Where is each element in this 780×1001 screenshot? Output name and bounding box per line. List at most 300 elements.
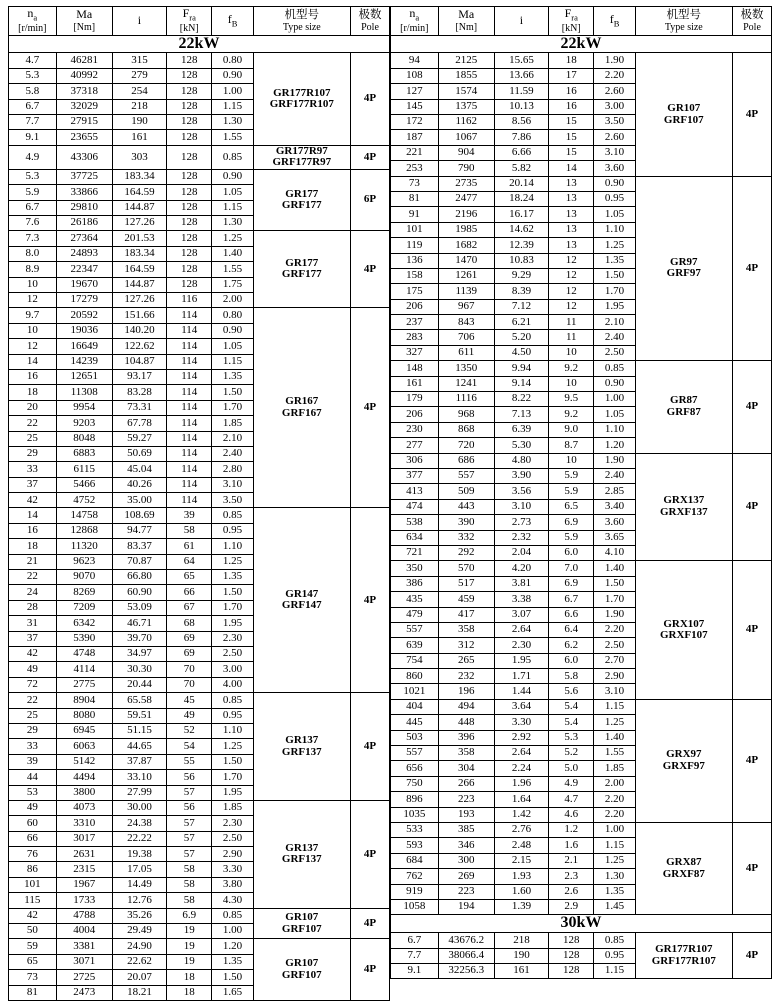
col-header-na: $n_a$ [r/min] — [9, 7, 57, 36]
cell-ma: 266 — [438, 776, 494, 791]
cell-i: 164.59 — [112, 262, 166, 277]
cell-fra: 55 — [167, 754, 212, 769]
cell-i: 2.24 — [494, 761, 548, 776]
cell-i: 13.66 — [494, 68, 548, 83]
cell-fb: 1.00 — [594, 822, 635, 837]
cell-ma: 12868 — [56, 523, 112, 538]
col-header-fra: $F_{ra}$ [kN] — [549, 7, 594, 36]
cell-i: 10.83 — [494, 253, 548, 268]
col-header-fra: $F_{ra}$ [kN] — [167, 7, 212, 36]
cell-fra: 6.4 — [549, 622, 594, 637]
cell-ma: 6115 — [56, 462, 112, 477]
cell-pole: 4P — [733, 822, 772, 914]
table-row — [391, 699, 772, 714]
cell-fra: 128 — [167, 145, 212, 169]
cell-i: 65.58 — [112, 693, 166, 708]
cell-fb: 1.25 — [594, 853, 635, 868]
cell-i: 140.20 — [112, 323, 166, 338]
cell-fb: 2.30 — [212, 816, 253, 831]
cell-na: 919 — [391, 884, 439, 899]
cell-fb: 1.50 — [212, 754, 253, 769]
cell-fb: 3.40 — [594, 499, 635, 514]
cell-ma: 269 — [438, 869, 494, 884]
power-section-row — [9, 35, 390, 53]
cell-na: 161 — [391, 376, 439, 391]
cell-fb: 1.95 — [212, 616, 253, 631]
cell-fra: 12 — [549, 284, 594, 299]
cell-na: 14 — [9, 508, 57, 523]
cell-fra: 17 — [549, 68, 594, 83]
cell-fb: 1.25 — [594, 715, 635, 730]
cell-na: 6.7 — [391, 933, 439, 948]
cell-na: 860 — [391, 669, 439, 684]
cell-fra: 2.1 — [549, 853, 594, 868]
cell-i: 33.10 — [112, 770, 166, 785]
cell-na: 24 — [9, 585, 57, 600]
cell-fb: 0.95 — [594, 948, 635, 963]
cell-i: 2.64 — [494, 622, 548, 637]
cell-fra: 114 — [167, 369, 212, 384]
cell-type-size: GR177R97 GRF177R97 — [253, 145, 350, 169]
cell-fra: 5.4 — [549, 699, 594, 714]
cell-na: 187 — [391, 130, 439, 145]
cell-fra: 12 — [549, 299, 594, 314]
cell-fb: 1.30 — [594, 869, 635, 884]
cell-i: 3.30 — [494, 715, 548, 730]
cell-fb: 2.40 — [594, 330, 635, 345]
cell-i: 12.39 — [494, 238, 548, 253]
cell-i: 20.44 — [112, 677, 166, 692]
cell-fra: 61 — [167, 539, 212, 554]
cell-fb: 1.15 — [594, 699, 635, 714]
cell-ma: 2473 — [56, 985, 112, 1000]
cell-na: 377 — [391, 469, 439, 484]
cell-fra: 128 — [167, 84, 212, 99]
cell-ma: 2477 — [438, 191, 494, 206]
col-header-fb: $f_B$ — [212, 7, 253, 36]
cell-na: 6.7 — [9, 200, 57, 215]
cell-fb: 3.10 — [594, 145, 635, 160]
cell-na: 145 — [391, 99, 439, 114]
cell-type-size: GRX97 GRXF97 — [635, 699, 732, 822]
cell-fra: 10 — [549, 376, 594, 391]
cell-ma: 265 — [438, 653, 494, 668]
cell-na: 277 — [391, 438, 439, 453]
cell-ma: 6883 — [56, 446, 112, 461]
cell-fra: 6.2 — [549, 638, 594, 653]
cell-fra: 13 — [549, 191, 594, 206]
cell-na: 684 — [391, 853, 439, 868]
cell-i: 122.62 — [112, 339, 166, 354]
cell-ma: 517 — [438, 576, 494, 591]
cell-i: 3.90 — [494, 469, 548, 484]
cell-i: 2.15 — [494, 853, 548, 868]
cell-fb: 0.80 — [212, 308, 253, 323]
cell-na: 28 — [9, 600, 57, 615]
cell-fb: 1.70 — [594, 284, 635, 299]
cell-pole: 4P — [351, 53, 390, 145]
cell-fra: 2.9 — [549, 899, 594, 914]
cell-na: 593 — [391, 838, 439, 853]
cell-i: 2.92 — [494, 730, 548, 745]
cell-fra: 128 — [167, 130, 212, 145]
cell-fra: 128 — [167, 68, 212, 83]
cell-na: 158 — [391, 268, 439, 283]
cell-type-size: GR137 GRF137 — [253, 800, 350, 908]
cell-fb: 3.50 — [212, 493, 253, 508]
cell-i: 8.56 — [494, 115, 548, 130]
cell-na: 42 — [9, 493, 57, 508]
left-table-wrap — [8, 6, 390, 999]
cell-i: 16.17 — [494, 207, 548, 222]
cell-ma: 304 — [438, 761, 494, 776]
cell-ma: 9070 — [56, 570, 112, 585]
cell-ma: 686 — [438, 453, 494, 468]
cell-na: 14 — [9, 354, 57, 369]
cell-fb: 1.25 — [212, 739, 253, 754]
cell-i: 44.65 — [112, 739, 166, 754]
cell-i: 161 — [494, 963, 548, 978]
cell-fra: 12 — [549, 253, 594, 268]
cell-i: 3.10 — [494, 499, 548, 514]
cell-ma: 5390 — [56, 631, 112, 646]
cell-i: 18.24 — [494, 191, 548, 206]
cell-fb: 0.85 — [594, 933, 635, 948]
cell-i: 151.66 — [112, 308, 166, 323]
cell-ma: 1985 — [438, 222, 494, 237]
cell-fra: 15 — [549, 130, 594, 145]
cell-na: 5.3 — [9, 68, 57, 83]
cell-fb: 1.85 — [594, 761, 635, 776]
cell-fra: 11 — [549, 315, 594, 330]
cell-fb: 0.85 — [212, 508, 253, 523]
cell-i: 3.81 — [494, 576, 548, 591]
cell-fb: 2.50 — [212, 831, 253, 846]
cell-na: 108 — [391, 68, 439, 83]
cell-na: 25 — [9, 431, 57, 446]
cell-ma: 26186 — [56, 216, 112, 231]
cell-fb: 2.20 — [594, 807, 635, 822]
col-header-i: i — [494, 7, 548, 36]
cell-fb: 1.90 — [594, 607, 635, 622]
cell-i: 50.69 — [112, 446, 166, 461]
cell-i: 3.38 — [494, 592, 548, 607]
cell-ma: 196 — [438, 684, 494, 699]
cell-fra: 64 — [167, 554, 212, 569]
cell-na: 25 — [9, 708, 57, 723]
cell-fra: 6.0 — [549, 545, 594, 560]
cell-i: 8.22 — [494, 392, 548, 407]
cell-ma: 20592 — [56, 308, 112, 323]
cell-fb: 0.85 — [212, 908, 253, 923]
cell-na: 12 — [9, 293, 57, 308]
cell-i: 2.73 — [494, 515, 548, 530]
cell-na: 206 — [391, 299, 439, 314]
cell-i: 183.34 — [112, 169, 166, 184]
cell-ma: 27915 — [56, 115, 112, 130]
cell-i: 59.51 — [112, 708, 166, 723]
cell-ma: 417 — [438, 607, 494, 622]
cell-fb: 4.10 — [594, 545, 635, 560]
cell-ma: 448 — [438, 715, 494, 730]
cell-i: 12.76 — [112, 893, 166, 908]
cell-ma: 1241 — [438, 376, 494, 391]
cell-fb: 1.90 — [594, 453, 635, 468]
cell-i: 34.97 — [112, 647, 166, 662]
cell-ma: 19036 — [56, 323, 112, 338]
cell-na: 634 — [391, 530, 439, 545]
cell-fra: 5.6 — [549, 684, 594, 699]
cell-fra: 128 — [167, 169, 212, 184]
cell-i: 218 — [112, 99, 166, 114]
cell-fra: 128 — [167, 53, 212, 68]
cell-na: 474 — [391, 499, 439, 514]
cell-na: 44 — [9, 770, 57, 785]
cell-na: 172 — [391, 115, 439, 130]
cell-fb: 2.10 — [594, 315, 635, 330]
cell-na: 6.7 — [9, 99, 57, 114]
cell-na: 81 — [9, 985, 57, 1000]
cell-ma: 292 — [438, 545, 494, 560]
cell-fra: 57 — [167, 785, 212, 800]
cell-na: 327 — [391, 345, 439, 360]
cell-fb: 2.90 — [212, 847, 253, 862]
cell-i: 35.26 — [112, 908, 166, 923]
cell-fb: 1.05 — [212, 339, 253, 354]
cell-fra: 18 — [549, 53, 594, 68]
cell-i: 94.77 — [112, 523, 166, 538]
cell-fra: 5.0 — [549, 761, 594, 776]
cell-fb: 4.00 — [212, 677, 253, 692]
cell-i: 303 — [112, 145, 166, 169]
cell-type-size: GR107 GRF107 — [253, 939, 350, 1001]
cell-fra: 58 — [167, 862, 212, 877]
cell-fb: 1.00 — [212, 924, 253, 939]
cell-fra: 65 — [167, 570, 212, 585]
table-row — [9, 231, 390, 246]
cell-fra: 66 — [167, 585, 212, 600]
cell-fra: 128 — [167, 115, 212, 130]
cell-ma: 2735 — [438, 176, 494, 191]
cell-ma: 4494 — [56, 770, 112, 785]
cell-ma: 7209 — [56, 600, 112, 615]
cell-pole: 4P — [351, 145, 390, 169]
cell-fb: 0.85 — [212, 693, 253, 708]
cell-na: 16 — [9, 523, 57, 538]
cell-fb: 1.75 — [212, 277, 253, 292]
cell-i: 7.12 — [494, 299, 548, 314]
cell-fb: 2.80 — [212, 462, 253, 477]
cell-ma: 32029 — [56, 99, 112, 114]
cell-fb: 3.00 — [212, 662, 253, 677]
cell-fra: 13 — [549, 176, 594, 191]
cell-i: 46.71 — [112, 616, 166, 631]
cell-fra: 5.9 — [549, 484, 594, 499]
cell-ma: 720 — [438, 438, 494, 453]
cell-fb: 1.55 — [212, 130, 253, 145]
cell-na: 479 — [391, 607, 439, 622]
cell-na: 60 — [9, 816, 57, 831]
cell-na: 237 — [391, 315, 439, 330]
cell-fra: 52 — [167, 723, 212, 738]
cell-ma: 706 — [438, 330, 494, 345]
cell-fra: 19 — [167, 939, 212, 954]
cell-na: 49 — [9, 662, 57, 677]
cell-fb: 1.95 — [594, 299, 635, 314]
cell-ma: 443 — [438, 499, 494, 514]
cell-i: 6.66 — [494, 145, 548, 160]
cell-i: 4.50 — [494, 345, 548, 360]
cell-i: 3.07 — [494, 607, 548, 622]
cell-i: 164.59 — [112, 185, 166, 200]
cell-na: 21 — [9, 554, 57, 569]
cell-na: 22 — [9, 570, 57, 585]
cell-i: 8.39 — [494, 284, 548, 299]
cell-ma: 3310 — [56, 816, 112, 831]
cell-na: 1035 — [391, 807, 439, 822]
cell-fb: 1.45 — [594, 899, 635, 914]
cell-ma: 1682 — [438, 238, 494, 253]
cell-i: 104.87 — [112, 354, 166, 369]
cell-fra: 57 — [167, 831, 212, 846]
cell-na: 762 — [391, 869, 439, 884]
cell-ma: 1375 — [438, 99, 494, 114]
cell-fra: 114 — [167, 416, 212, 431]
cell-fb: 2.20 — [594, 68, 635, 83]
cell-ma: 358 — [438, 622, 494, 637]
cell-ma: 23655 — [56, 130, 112, 145]
cell-pole: 4P — [733, 361, 772, 453]
cell-ma: 1261 — [438, 268, 494, 283]
cell-na: 101 — [391, 222, 439, 237]
cell-fb: 3.10 — [594, 684, 635, 699]
cell-ma: 4748 — [56, 647, 112, 662]
cell-type-size: GR137 GRF137 — [253, 693, 350, 801]
cell-fra: 2.6 — [549, 884, 594, 899]
cell-na: 86 — [9, 862, 57, 877]
cell-fra: 6.9 — [549, 515, 594, 530]
cell-ma: 312 — [438, 638, 494, 653]
table-row — [9, 693, 390, 708]
cell-na: 10 — [9, 323, 57, 338]
cell-fb: 1.30 — [212, 216, 253, 231]
cell-fra: 18 — [167, 985, 212, 1000]
cell-fra: 4.6 — [549, 807, 594, 822]
cell-na: 66 — [9, 831, 57, 846]
cell-fra: 114 — [167, 431, 212, 446]
cell-i: 144.87 — [112, 277, 166, 292]
cell-ma: 232 — [438, 669, 494, 684]
cell-type-size: GR87 GRF87 — [635, 361, 732, 453]
cell-fb: 1.35 — [212, 369, 253, 384]
cell-i: 83.28 — [112, 385, 166, 400]
cell-fra: 5.8 — [549, 669, 594, 684]
cell-fb: 2.70 — [594, 653, 635, 668]
cell-na: 148 — [391, 361, 439, 376]
cell-ma: 300 — [438, 853, 494, 868]
cell-type-size: GRX107 GRXF107 — [635, 561, 732, 700]
cell-pole: 4P — [733, 453, 772, 561]
cell-na: 206 — [391, 407, 439, 422]
cell-i: 5.20 — [494, 330, 548, 345]
cell-na: 22 — [9, 416, 57, 431]
table-header-left — [9, 7, 390, 36]
cell-fra: 54 — [167, 739, 212, 754]
cell-ma: 2631 — [56, 847, 112, 862]
cell-ma: 9203 — [56, 416, 112, 431]
cell-i: 144.87 — [112, 200, 166, 215]
cell-fb: 1.85 — [212, 800, 253, 815]
cell-i: 183.34 — [112, 246, 166, 261]
cell-fra: 70 — [167, 662, 212, 677]
cell-ma: 509 — [438, 484, 494, 499]
cell-na: 175 — [391, 284, 439, 299]
cell-fb: 1.15 — [594, 838, 635, 853]
cell-ma: 9954 — [56, 400, 112, 415]
cell-fb: 1.50 — [594, 268, 635, 283]
cell-i: 201.53 — [112, 231, 166, 246]
cell-fb: 3.30 — [212, 862, 253, 877]
cell-na: 119 — [391, 238, 439, 253]
cell-i: 218 — [494, 933, 548, 948]
cell-ma: 29810 — [56, 200, 112, 215]
cell-fra: 13 — [549, 222, 594, 237]
cell-fra: 49 — [167, 708, 212, 723]
cell-fra: 5.3 — [549, 730, 594, 745]
cell-i: 18.21 — [112, 985, 166, 1000]
cell-fb: 1.55 — [594, 746, 635, 761]
cell-ma: 4114 — [56, 662, 112, 677]
cell-fb: 2.10 — [212, 431, 253, 446]
cell-na: 42 — [9, 647, 57, 662]
cell-i: 254 — [112, 84, 166, 99]
cell-fra: 10 — [549, 453, 594, 468]
table-row — [391, 53, 772, 68]
cell-ma: 1350 — [438, 361, 494, 376]
cell-fra: 12 — [549, 268, 594, 283]
cell-na: 18 — [9, 539, 57, 554]
cell-ma: 4752 — [56, 493, 112, 508]
cell-fra: 57 — [167, 847, 212, 862]
cell-ma: 32256.3 — [438, 963, 494, 978]
cell-i: 24.38 — [112, 816, 166, 831]
cell-na: 538 — [391, 515, 439, 530]
col-header-ma: Ma [Nm] — [56, 7, 112, 36]
cell-ma: 193 — [438, 807, 494, 822]
cell-fb: 1.25 — [212, 231, 253, 246]
cell-ma: 9623 — [56, 554, 112, 569]
cell-ma: 8269 — [56, 585, 112, 600]
cell-na: 9.1 — [391, 963, 439, 978]
cell-fb: 2.50 — [212, 647, 253, 662]
cell-fra: 128 — [167, 262, 212, 277]
cell-fb: 2.00 — [212, 293, 253, 308]
cell-fb: 0.90 — [594, 176, 635, 191]
cell-pole: 4P — [733, 53, 772, 176]
cell-i: 190 — [494, 948, 548, 963]
cell-fb: 3.50 — [594, 115, 635, 130]
cell-na: 53 — [9, 785, 57, 800]
cell-ma: 16649 — [56, 339, 112, 354]
table-header-right — [391, 7, 772, 36]
cell-fb: 3.00 — [594, 99, 635, 114]
cell-fb: 1.70 — [212, 600, 253, 615]
cell-na: 7.6 — [9, 216, 57, 231]
cell-na: 20 — [9, 400, 57, 415]
cell-pole: 4P — [733, 699, 772, 822]
cell-ma: 6342 — [56, 616, 112, 631]
cell-fra: 69 — [167, 631, 212, 646]
